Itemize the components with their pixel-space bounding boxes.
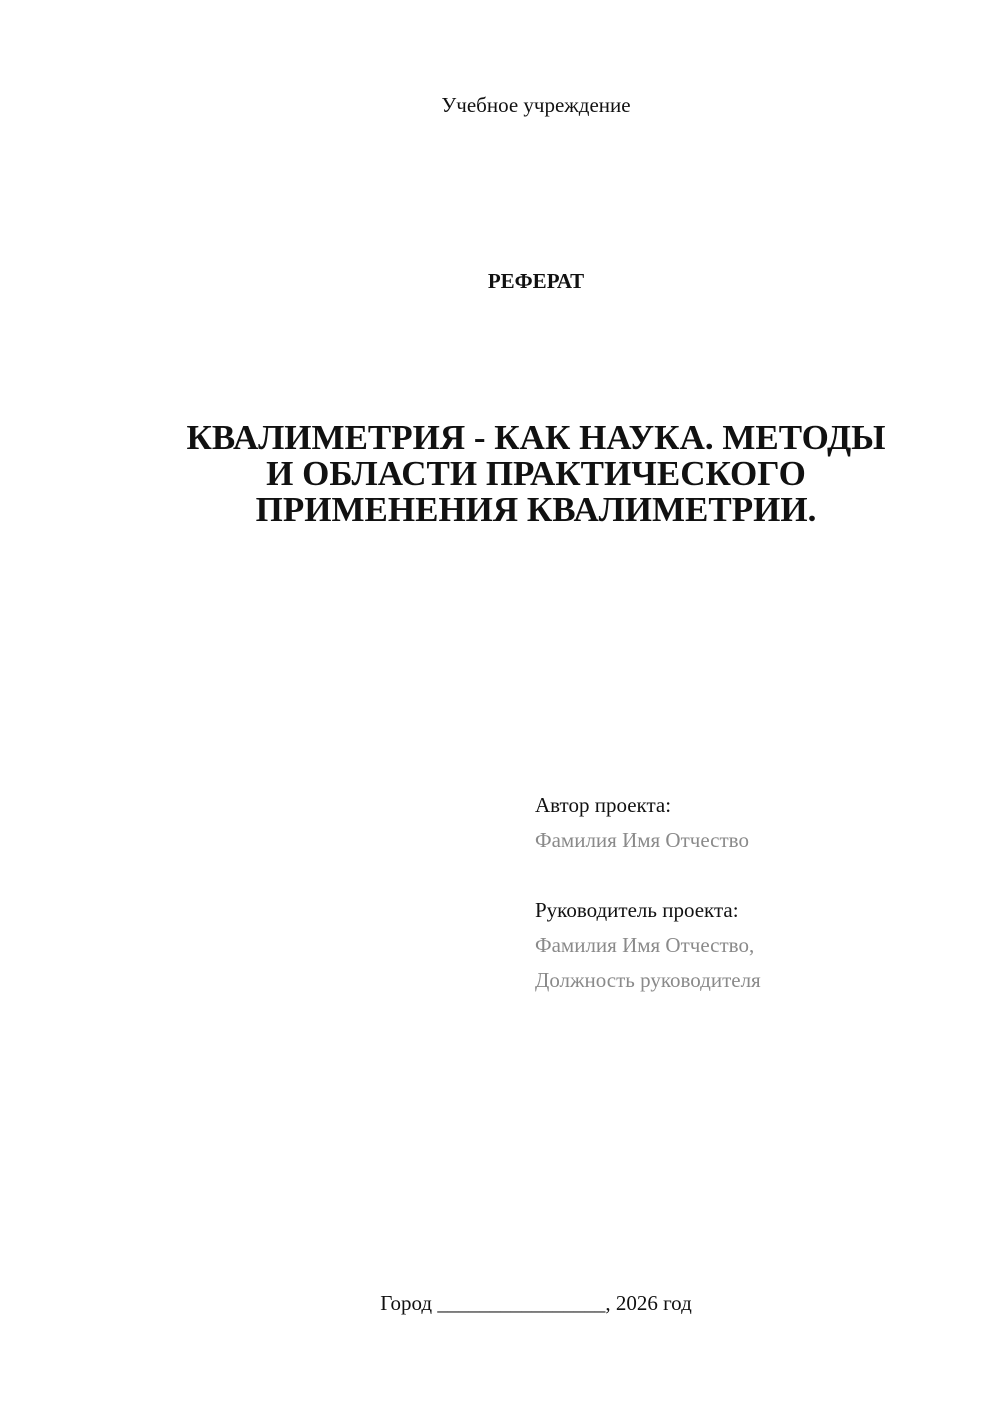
document-type: РЕФЕРАТ xyxy=(487,269,585,293)
city-year-line xyxy=(0,1290,1000,1316)
author-name-placeholder: Фамилия Имя Отчество xyxy=(535,828,749,852)
document-title xyxy=(140,420,932,528)
supervisor-label: Руководитель проекта: xyxy=(535,898,739,922)
year-text: , 2026 год xyxy=(605,1291,692,1315)
document-title-line: ПРИМЕНЕНИЯ КВАЛИМЕТРИИ. xyxy=(255,490,817,529)
spacer xyxy=(535,858,975,893)
city-blank: ________________ xyxy=(437,1291,606,1315)
institution-name: Учебное учреждение xyxy=(441,93,631,117)
supervisor-name-placeholder: Фамилия Имя Отчество, xyxy=(535,933,755,957)
document-title-line: КВАЛИМЕТРИЯ - КАК НАУКА. МЕТОДЫ xyxy=(186,418,886,457)
supervisor-position-placeholder: Должность руководителя xyxy=(535,968,761,992)
author-label: Автор проекта: xyxy=(535,793,672,817)
document-title-line: И ОБЛАСТИ ПРАКТИЧЕСКОГО xyxy=(266,454,806,493)
credits-block xyxy=(535,788,975,998)
city-label: Город xyxy=(380,1291,433,1315)
